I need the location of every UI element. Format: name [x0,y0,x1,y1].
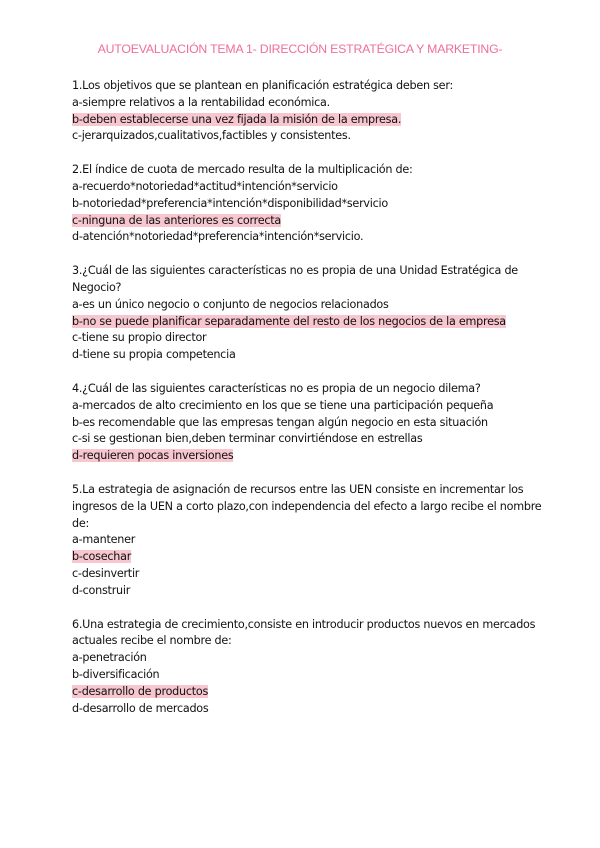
question-2 [72,162,542,246]
answer-option-correct [72,549,542,566]
answer-option [72,347,542,364]
answer-option-text: d-construir [72,583,131,597]
question-5 [72,482,542,600]
answer-option-text: a-mercados de alto crecimiento en los que se tiene una participación pequeña [72,398,494,412]
answer-option [72,297,542,314]
highlighted-answer: c-desarrollo de productos [72,684,209,698]
highlighted-answer: c-ninguna de las anteriores es correcta [72,213,281,227]
answer-option-text: c-jerarquizados,cualitativos,factibles y consistentes. [72,129,351,143]
question-stem: 3.¿Cuál de las siguientes características no es propia de una Unidad Estratégica de Negocio? [72,264,518,294]
answer-option-correct [72,448,542,465]
answer-option [72,701,542,718]
answer-option-text: c-si se gestionan bien,deben terminar convirtiéndose en estrellas [72,432,423,446]
answer-option [72,650,542,667]
answer-option-correct [72,684,542,701]
answer-option-correct [72,314,542,331]
answer-option [72,179,542,196]
answer-option-text: a-recuerdo*notoriedad*actitud*intención*servicio [72,179,338,193]
answer-option-text: d-tiene su propia competencia [72,348,236,362]
answer-option [72,583,542,600]
question-stem: 4.¿Cuál de las siguientes características no es propia de un negocio dilema? [72,381,481,395]
answer-option [72,415,542,432]
answer-option [72,431,542,448]
answer-option-text: b-notoriedad*preferencia*intención*disponibilidad*servicio [72,196,388,210]
answer-option [72,398,542,415]
question-list [72,78,542,734]
question-stem: 6.Una estrategia de crecimiento,consiste en introducir productos nuevos en mercados actuales recibe el nombre de: [72,617,536,648]
answer-option-text: d-desarrollo de mercados [72,701,209,715]
answer-option [72,128,542,145]
answer-option [72,532,542,549]
document-title: AUTOEVALUACIÓN TEMA 1- DIRECCIÓN ESTRATÉGICA Y MARKETING- [97,42,503,56]
highlighted-answer: b-cosechar [72,550,132,564]
highlighted-answer: b-no se puede planificar separadamente del resto de los negocios de la empresa [72,314,506,328]
question-stem: 1.Los objetivos que se plantean en planificación estratégica deben ser: [72,79,453,92]
answer-option-text: a-mantener [72,533,136,547]
answer-option [72,95,542,112]
answer-option-correct [72,213,542,230]
answer-option-text: a-es un único negocio o conjunto de negocios relacionados [72,297,389,311]
answer-option [72,196,542,213]
answer-option [72,667,542,684]
answer-option-text: d-atención*notoriedad*preferencia*intención*servicio. [72,230,364,244]
answer-option [72,566,542,583]
answer-option-text: b-es recomendable que las empresas tengan algún negocio en esta situación [72,415,488,429]
answer-option-text: c-tiene su propio director [72,331,207,345]
answer-option [72,229,542,246]
answer-option-text: a-siempre relativos a la rentabilidad económica. [72,95,330,109]
answer-option-text: c-desinvertir [72,566,140,580]
answer-option-text: a-penetración [72,651,147,665]
highlighted-answer: d-requieren pocas inversiones [72,449,234,463]
answer-option [72,330,542,347]
question-4 [72,381,542,465]
question-stem: 5.La estrategia de asignación de recursos entre las UEN consiste en incrementar los ingresos de la UEN a corto plazo,con independencia del efecto a largo recibe el nombre de: [72,482,542,530]
answer-option-correct [72,112,542,129]
question-stem: 2.El índice de cuota de mercado resulta de la multiplicación de: [72,163,413,177]
highlighted-answer: b-deben establecerse una vez fijada la misión de la empresa. [72,112,402,126]
question-3 [72,263,542,364]
question-1 [72,78,542,145]
answer-option-text: b-diversificación [72,667,160,681]
question-6 [72,617,542,718]
